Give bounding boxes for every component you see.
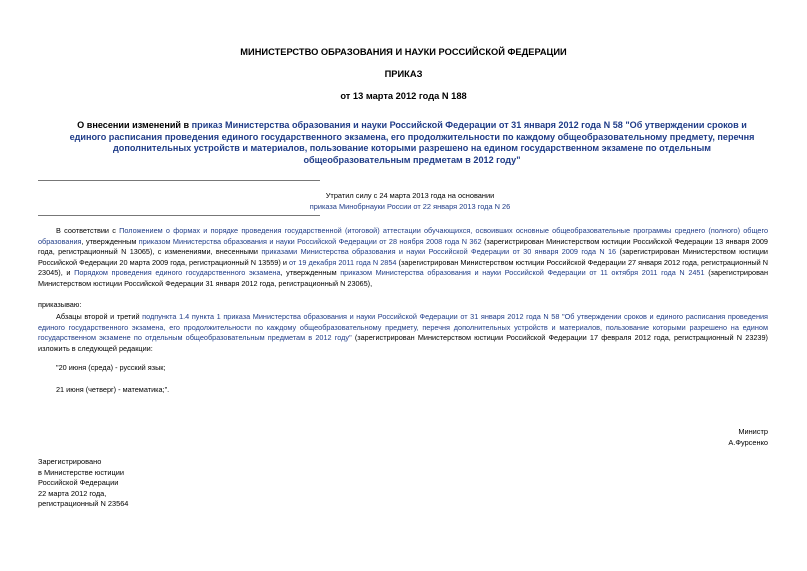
p2-text-1: Абзацы второй и третий	[56, 312, 143, 321]
title-prefix: О внесении изменений в	[77, 120, 192, 130]
divider-top	[38, 180, 320, 181]
status-note	[300, 190, 520, 212]
signature-position: Министр	[738, 427, 768, 436]
p2-text-2: (зарегистрирован Министерством юстиции Российской Федерации 17 февраля 2012 года, регистрационный N 23239) изложить в следующей редакции:	[38, 333, 768, 353]
quote-line-1: "20 июня (среда) - русский язык;	[56, 363, 166, 372]
p1-text-7: (зарегистрирован Министерством юстиции Российской Федерации 31 января 2012 года, регистрационный N 23065),	[38, 268, 769, 288]
p1-link-order-2854[interactable]: от 19 декабря 2011 года N 2854	[289, 257, 397, 267]
registration-line: регистрационный N 23564	[38, 499, 129, 508]
p1-link-order-16[interactable]: приказами Министерства образования и науки Российской Федерации от 30 января 2009 года N 16	[261, 247, 617, 257]
p1-link-order-2451[interactable]: приказом Министерства образования и науки Российской Федерации от 11 октября 2011 года N 2451	[340, 268, 705, 278]
registration-line: Российской Федерации	[38, 478, 119, 487]
p2-link-order-58[interactable]: подпункта 1.4 пункта 1 приказа Министерства образования и науки Российской Федерации от 31 января 2012 года N 58 "Об утверждении сроков и единого расписания проведения единого государственного экзамена, его продолжительности по каждому общеобразовательному предмету, перечня дополнительных устройств и материалов, пользование которыми разрешено на едином государственном экзамене по отдельным общеобразовательным предметам в 2012 году"	[38, 312, 768, 343]
p1-text-6: , утвержденным	[280, 268, 341, 278]
divider-bottom	[38, 215, 320, 216]
signature-name: А.Фурсенко	[728, 437, 768, 447]
status-note-link[interactable]: приказа Минобрнауки России от 22 января 2013 года N 26	[309, 202, 511, 211]
p1-link-exam-procedure[interactable]: Порядком проведения единого государственного экзамена	[74, 268, 281, 278]
document-title	[62, 120, 762, 166]
registration-line: 22 марта 2012 года,	[38, 488, 107, 498]
registration-block	[38, 457, 238, 510]
p1-text-2: , утвержденным	[81, 236, 139, 246]
p1-link-regulation[interactable]: Положением о формах и порядке проведения государственной (итоговой) аттестации обучающихся, освоивших основные общеобразовательные программы среднего (полного) общего образования	[38, 226, 769, 246]
orders-word: приказываю:	[38, 300, 82, 309]
document-type: ПРИКАЗ	[384, 69, 423, 79]
p1-text-4: (зарегистрирован Министерством юстиции Российской Федерации 20 марта 2009 года, регистрационный N 13559) и	[38, 247, 768, 267]
status-note-text: Утратил силу с 24 марта 2013 года на основании	[325, 191, 495, 200]
main-paragraph	[38, 312, 768, 354]
p1-text-1: В соответствии с	[56, 226, 120, 235]
registration-line: Зарегистрировано	[38, 457, 102, 466]
preamble-paragraph	[38, 226, 768, 290]
signature-block	[648, 427, 768, 448]
p1-link-order-362[interactable]: приказом Министерства образования и науки Российской Федерации от 28 ноября 2008 года N 362	[138, 236, 482, 246]
title-link[interactable]: приказ Министерства образования и науки Российской Федерации от 31 января 2012 года N 58 "Об утверждении сроков и единого расписания проведения единого государственного экзамена, его продолжительности по каждому общеобразовательному предмету, перечня дополнительных устройств и материалов, пользование которыми разрешено на едином государственном экзамене по отдельным общеобразовательным предметам в 2012 году"	[69, 120, 755, 165]
p1-text-3: (зарегистрирован Министерством юстиции Российской Федерации 13 января 2009 года, регистрационный N 13065), с изменениями, внесенными	[38, 236, 768, 257]
ministry-heading: МИНИСТЕРСТВО ОБРАЗОВАНИЯ И НАУКИ РОССИЙСКОЙ ФЕДЕРАЦИИ	[240, 47, 567, 57]
quote-line-2: 21 июня (четверг) - математика;".	[56, 385, 170, 394]
registration-line: в Министерстве юстиции	[38, 467, 125, 477]
p1-text-5: (зарегистрирован Министерством юстиции Российской Федерации 27 января 2012 года, регистрационный N 23045), и	[38, 257, 768, 278]
document-date-number: от 13 марта 2012 года N 188	[340, 91, 467, 101]
